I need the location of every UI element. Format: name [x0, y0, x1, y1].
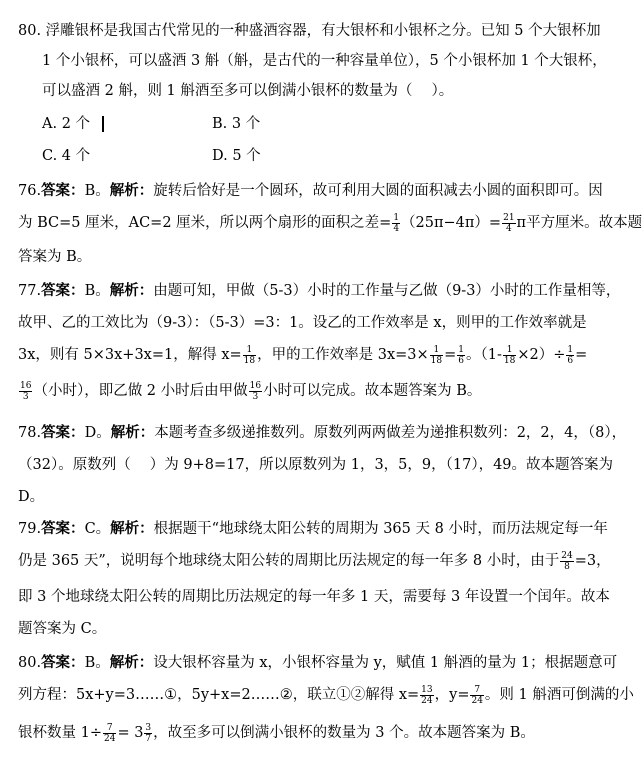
a76-explanation-1: 旋转后恰好是一个圆环，故可利用大圆的面积减去小圆的面积即可。因: [153, 183, 603, 199]
a76-line-2: [18, 212, 642, 234]
a78-line-3: D。: [18, 489, 45, 505]
a79-line-2: [18, 550, 611, 572]
fraction: $\frac{1}{18}$: [503, 344, 516, 366]
a76-line-1: [18, 180, 603, 202]
a79-text: 仍是 365 天”，说明每个地球绕太阳公转的周期比历法规定的每一年多 8 小时，由于: [18, 553, 560, 569]
a77-explanation-label: 解析：: [109, 282, 154, 299]
a80-text: 。则 1 斛酒可倒满的小: [484, 687, 634, 703]
fraction: $\frac{7}{24}$: [471, 684, 483, 706]
a78-answer-label: 答案：: [41, 424, 85, 441]
a77-line-4: [18, 380, 590, 402]
a76-answer-label: 答案：: [41, 182, 85, 199]
a77-text: 由题可知，甲做（5-3）小时的工作量与乙做（9-3）小时的工作量相等，: [153, 283, 621, 299]
mixed-fraction: $\frac{3}{7}$: [145, 722, 152, 744]
a77-text: （小时），即乙做 2 小时后由甲做: [33, 383, 248, 399]
a80-text: ，故至多可以倒满小银杯的数量为 3 个。故本题答案为 B。: [153, 725, 535, 741]
a79-number: 79.: [18, 521, 42, 537]
fraction: $\frac{21}{4}$: [503, 212, 515, 234]
a77-text: =: [444, 347, 457, 363]
a79-text: 根据题干“地球绕太阳公转的周期为 365 天 8 小时，而历法规定每一年: [153, 521, 608, 537]
a77-line-2: 故甲、乙的工效比为（9-3）：（5-3）=3：1。设乙的工作效率是 x，则甲的工作效率就是: [18, 315, 587, 331]
q80-line-1: 80. 浮雕银杯是我国古代常见的一种盛酒容器，有大银杯和小银杯之分。已知 5 个大银杯加: [18, 23, 601, 39]
a76-line-3: 答案为 B。: [18, 249, 92, 265]
a76-text: π平方厘米。故本题: [516, 215, 642, 231]
a76-explanation-label: 解析：: [109, 182, 154, 199]
fraction: $\frac{1}{4}$: [393, 212, 400, 234]
q80-option-d[interactable]: D. 5 个: [212, 148, 261, 164]
a77-text: ，甲的工作效率是 3x=3×: [257, 347, 429, 363]
fraction: $\frac{7}{24}$: [103, 722, 116, 744]
a80-explanation-label: 解析：: [109, 654, 154, 671]
text-cursor: [102, 116, 104, 132]
q80-option-b[interactable]: B. 3 个: [212, 116, 261, 132]
a77-number: 77.: [18, 283, 42, 299]
a77-text: =: [575, 347, 588, 363]
a76-text: 为 BC=5 厘米，AC=2 厘米，所以两个扇形的面积之差=: [18, 215, 392, 231]
a77-answer: B。: [84, 283, 110, 299]
a79-answer-label: 答案：: [41, 520, 85, 537]
a76-answer: B。: [84, 183, 110, 199]
a77-text: ×2）÷: [517, 347, 566, 363]
a78-answer: D。: [84, 425, 111, 441]
a80-answer-label: 答案：: [41, 654, 85, 671]
a78-explanation-label: 解析：: [110, 424, 155, 441]
a80-line-1: [18, 652, 618, 674]
a77-text: 3x，则有 5×3x+3x=1，解得 x=: [18, 347, 242, 363]
a79-answer: C。: [84, 521, 111, 537]
fraction: $\frac{1}{6}$: [567, 344, 574, 366]
a79-line-1: [18, 518, 608, 540]
a78-text: 本题考查多级递推数列。原数列两两做差为递推积数列：2，2，4，（8），: [154, 425, 627, 441]
a80-text: 列方程：5x+y=3……①，5y+x=2……②，联立①②解得 x=: [18, 687, 420, 703]
fraction: $\frac{1}{18}$: [430, 344, 443, 366]
q80-line-3: 可以盛酒 2 斛，则 1 斛酒至多可以倒满小银杯的数量为（ ）。: [42, 83, 454, 99]
a77-line-3: [18, 344, 590, 366]
a79-line-4: 题答案为 C。: [18, 621, 107, 637]
a76-text: （25π−4π）=: [401, 215, 502, 231]
a80-line-2: [18, 684, 634, 706]
a77-line-1: [18, 280, 621, 302]
a80-text: = 3: [117, 725, 144, 741]
fraction: $\frac{16}{3}$: [249, 380, 262, 402]
a80-text: ，y=: [434, 687, 470, 703]
q80-option-a[interactable]: [42, 113, 104, 135]
a77-text: 。（1-: [466, 347, 502, 363]
a79-line-3: 即 3 个地球绕太阳公转的周期比历法规定的每一年多 1 天，需要每 3 年设置一个闰年。故本: [18, 589, 610, 605]
fraction: $\frac{1}{18}$: [243, 344, 256, 366]
q80-option-c[interactable]: C. 4 个: [42, 148, 91, 164]
a77-text: 小时可以完成。故本题答案为 B。: [263, 383, 482, 399]
a76-number: 76.: [18, 183, 42, 199]
a78-line-2: （32）。原数列（ ）为 9+8=17，所以原数列为 1，3，5，9，（17），49。故本题答案为: [18, 457, 614, 473]
a79-explanation-label: 解析：: [110, 520, 154, 537]
a79-text: =3，: [574, 553, 611, 569]
a80-text: 设大银杯容量为 x，小银杯容量为 y，赋值 1 斛酒的量为 1；根据题意可: [153, 655, 618, 671]
fraction: $\frac{1}{6}$: [458, 344, 464, 366]
fraction: $\frac{13}{24}$: [421, 684, 433, 706]
fraction: $\frac{16}{3}$: [20, 380, 32, 402]
a80-line-3: [18, 722, 590, 744]
q80-line-2: 1 个小银杯，可以盛酒 3 斛（斛，是古代的一种容量单位），5 个小银杯加 1 个大银杯，: [42, 53, 607, 69]
a78-number: 78.: [18, 425, 42, 441]
option-a-label: A. 2 个: [42, 116, 91, 132]
fraction: $\frac{24}{8}$: [561, 550, 573, 572]
a78-line-1: [18, 422, 627, 444]
a77-answer-label: 答案：: [41, 282, 85, 299]
a80-number: 80.: [18, 655, 42, 671]
a80-answer: B。: [84, 655, 110, 671]
a80-text: 银杯数量 1÷: [18, 725, 102, 741]
